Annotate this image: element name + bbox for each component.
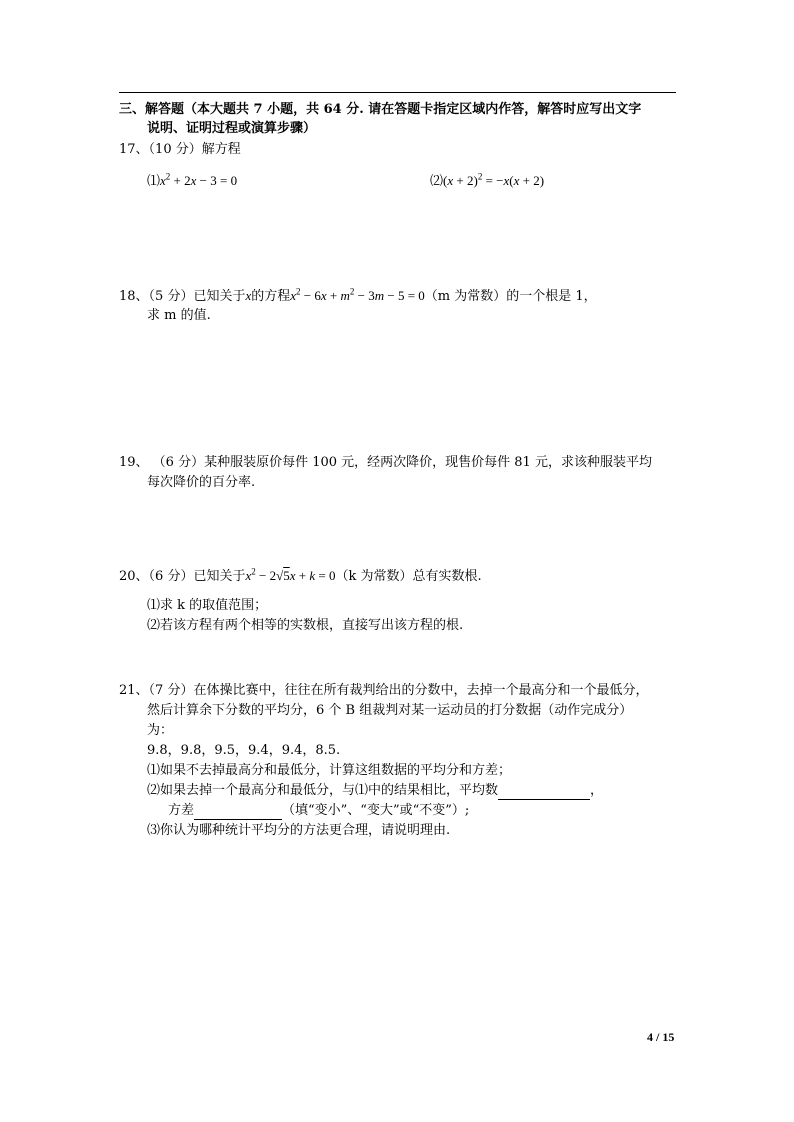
q21-part3: ⑶你认为哪种统计平均分的方法更合理，请说明理由.: [147, 823, 451, 838]
q21-scores: 9.8，9.8，9.5，9.4，9.4，8.5.: [147, 743, 341, 758]
section-heading-cont: 说明、证明过程或演算步骤）: [147, 121, 317, 136]
answer-blank-variance[interactable]: [194, 805, 282, 820]
answer-blank-mean[interactable]: [498, 785, 590, 800]
q21-part2b: 方差 （填“变小”、“变大”或“不变”）;: [168, 803, 470, 818]
page-number: 4 / 15: [647, 1030, 675, 1044]
q18-line2: 求 m 的值.: [147, 308, 211, 323]
q17-part1: $⑴x^2 + 2x - 3 = 0$: [147, 171, 238, 189]
q19-line2: 每次降价的百分率.: [147, 475, 256, 490]
header-rule: [119, 92, 676, 93]
q19-line1: 19、 （6 分）某种服装原价每件 100 元，经两次降价，现售价每件 81 元，求该种服装平均: [119, 455, 652, 470]
q17-label: 17、（10 分）解方程: [119, 142, 241, 157]
q20-part1: ⑴求 k 的取值范围；: [147, 598, 268, 613]
section-heading: 三、解答题（本大题共 7 小题，共 64 分. 请在答题卡指定区域内作答，解答时应写出文字: [119, 102, 642, 117]
q21-line2: 然后计算余下分数的平均分，6 个 B 组裁判对某一运动员的打分数据（动作完成分）: [147, 703, 633, 718]
q17-part2: ⑵(x + 2)$^2$ = −x(x + 2): [430, 171, 545, 189]
q18-line1: 18、（5 分）已知关于x的方程$x^2 - 6x + m^2 - 3m - 5 = 0(m$ 为常数）的一个根是 1，: [119, 286, 597, 304]
q21-part1: ⑴如果不去掉最高分和最低分，计算这组数据的平均分和方差；: [147, 763, 512, 778]
q21-line3: 为：: [147, 723, 174, 738]
q20-line1: 20、（6 分）已知关于$x^2 - 2√5x + k = 0(k$ 为常数）总有实数根.: [119, 566, 482, 584]
q21-part2: ⑵如果去掉一个最高分和最低分，与⑴中的结果相比，平均数 ，: [147, 783, 604, 798]
q20-part2: ⑵若该方程有两个相等的实数根，直接写出该方程的根.: [147, 618, 464, 633]
q21-line1: 21、（7 分）在体操比赛中，往往在所有裁判给出的分数中，去掉一个最高分和一个最低分，: [119, 683, 649, 698]
